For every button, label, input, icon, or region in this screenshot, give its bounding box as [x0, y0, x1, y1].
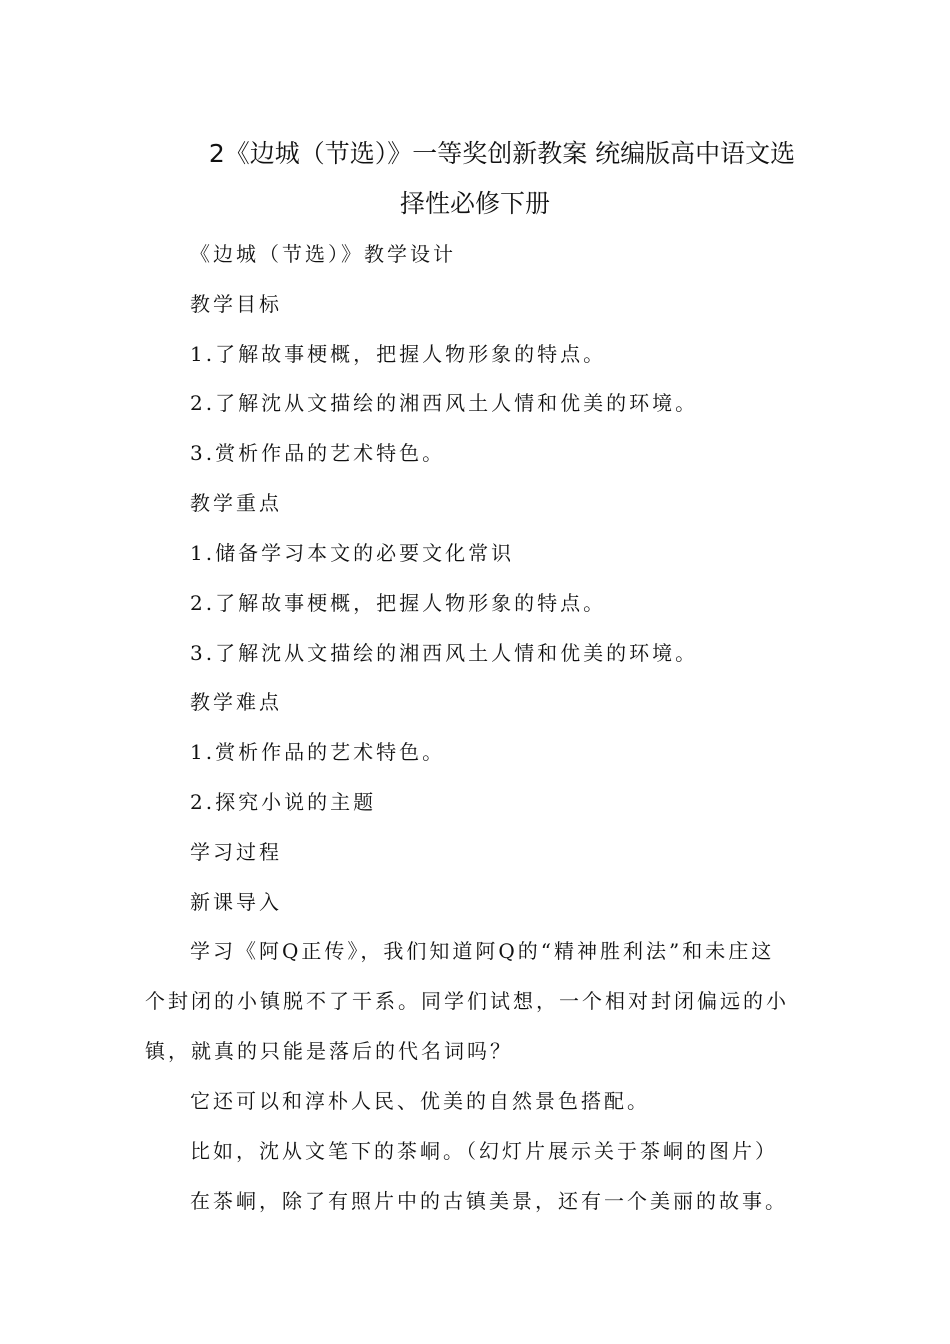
paragraph-line: 个封闭的小镇脱不了干系。同学们试想，一个相对封闭偏远的小	[145, 989, 789, 1013]
list-item: 3.了解沈从文描绘的湘西风土人情和优美的环境。	[190, 641, 699, 665]
list-item: 1.储备学习本文的必要文化常识	[190, 541, 515, 565]
document-title-line-2: 择性必修下册	[399, 189, 550, 218]
document-title-line-1: 2《边城（节选）》一等奖创新教案 统编版高中语文选	[208, 139, 796, 168]
list-item: 1.了解故事梗概，把握人物形象的特点。	[190, 342, 607, 366]
list-item: 2.探究小说的主题	[190, 790, 377, 814]
list-item: 2.了解故事梗概，把握人物形象的特点。	[190, 591, 607, 615]
list-item: 3.赏析作品的艺术特色。	[190, 441, 446, 465]
paragraph-line: 学习《阿Q正传》，我们知道阿Q的“精神胜利法”和未庄这	[190, 939, 775, 963]
section-heading: 新课导入	[190, 890, 282, 914]
list-item: 2.了解沈从文描绘的湘西风土人情和优美的环境。	[190, 391, 699, 415]
list-item: 1.赏析作品的艺术特色。	[190, 740, 446, 764]
paragraph-line: 在茶峒，除了有照片中的古镇美景，还有一个美丽的故事。	[190, 1189, 788, 1213]
section-heading: 教学难点	[190, 690, 282, 714]
section-heading: 《边城（节选）》教学设计	[190, 242, 456, 266]
paragraph-line: 镇，就真的只能是落后的代名词吗？	[145, 1039, 513, 1063]
paragraph-line: 它还可以和淳朴人民、优美的自然景色搭配。	[190, 1089, 650, 1113]
section-heading: 教学目标	[190, 292, 282, 316]
paragraph-line: 比如，沈从文笔下的茶峒。（幻灯片展示关于茶峒的图片）	[190, 1139, 778, 1163]
section-heading: 教学重点	[190, 491, 282, 515]
section-heading: 学习过程	[190, 840, 282, 864]
